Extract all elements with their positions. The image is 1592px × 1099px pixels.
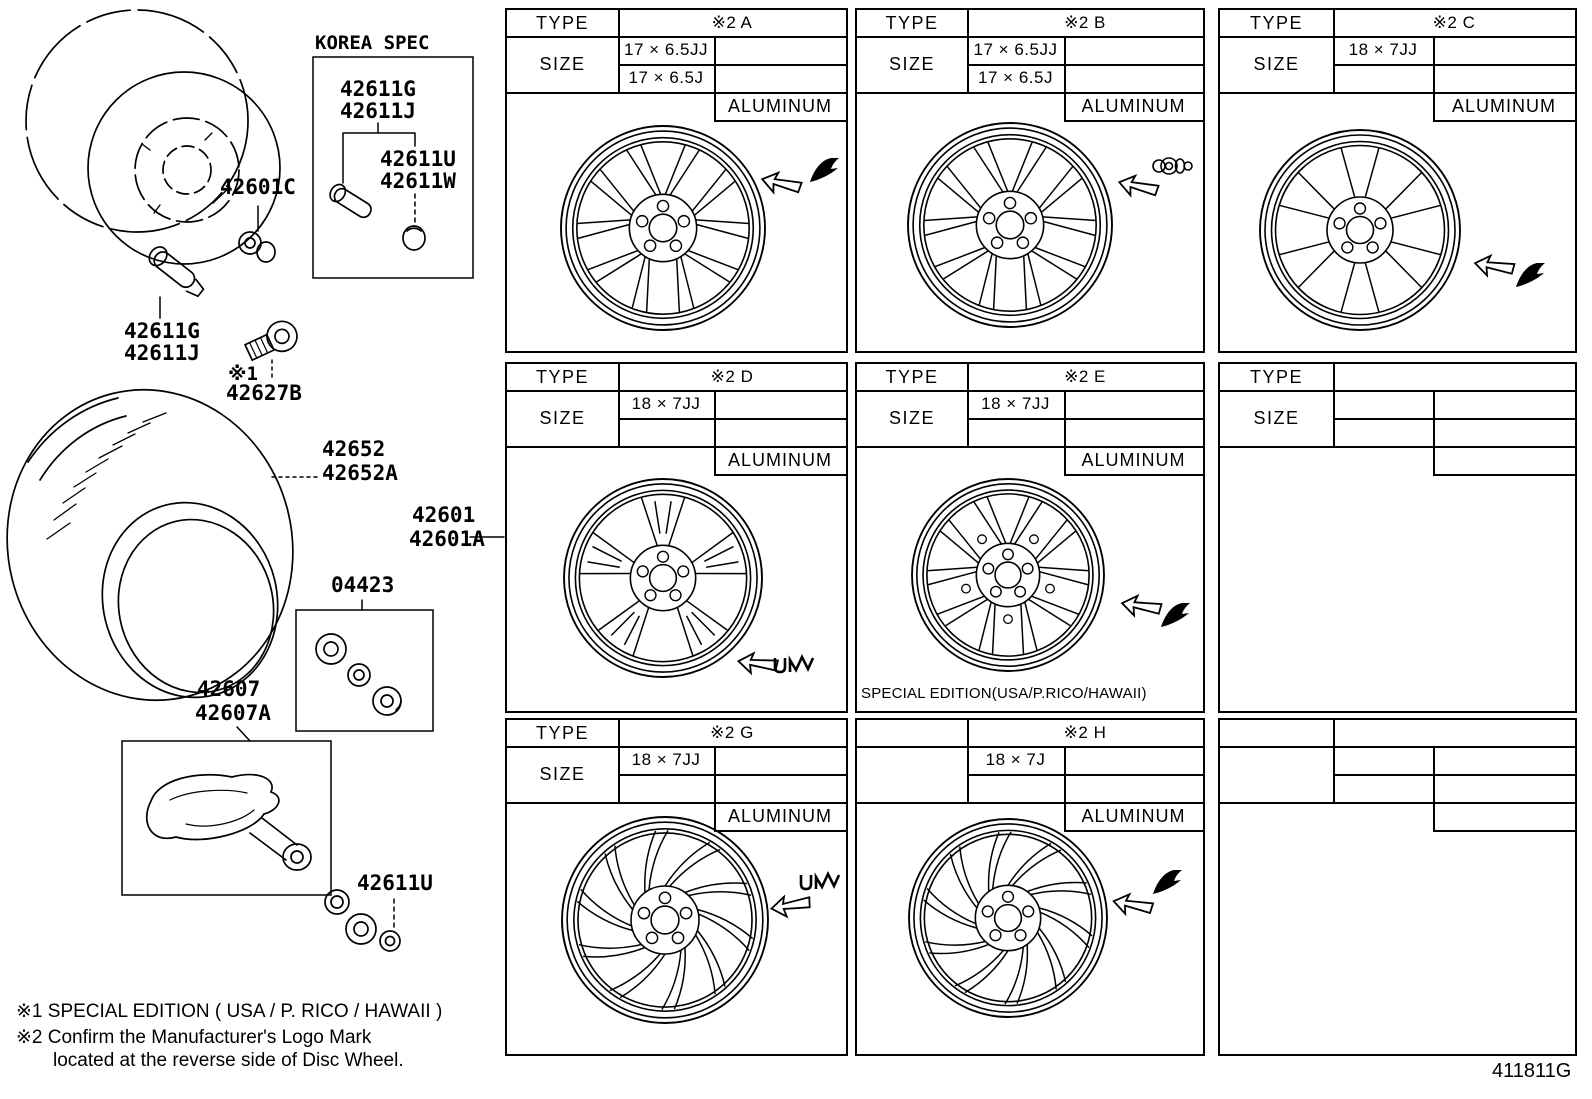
part-label-valve-2: 42611J (124, 341, 200, 365)
spec-block-a (505, 8, 848, 353)
spec-block-e (855, 362, 1205, 713)
spec-block-h (855, 718, 1205, 1056)
part-label-korea-cap-2: 42611W (380, 169, 456, 193)
direction-arrow-icon (737, 651, 778, 676)
type-value: ※2 B (1064, 13, 1106, 32)
material-label: ALUMINUM (1081, 95, 1186, 116)
size-value-1: 17 × 6.5JJ (973, 40, 1058, 59)
size-value-1: 18 × 7J (985, 750, 1046, 769)
part-label-42652: 42652 (322, 437, 386, 461)
type-label: TYPE (535, 12, 589, 33)
type-value: ※2 H (1063, 723, 1107, 742)
type-label (1220, 720, 1333, 746)
size-label (1220, 746, 1333, 802)
size-value-1 (1333, 746, 1433, 774)
tpms-sensor-part (147, 775, 311, 870)
manufacturer-logo-mark-icon (1516, 263, 1545, 287)
size-value-2 (1333, 774, 1433, 802)
hub-bolt-part (242, 316, 302, 365)
part-label-valve-1: 42611G (124, 319, 200, 343)
material-label: ALUMINUM (727, 449, 832, 470)
size-value-1: 18 × 7JJ (631, 394, 701, 413)
size-value-1: 18 × 7JJ (1348, 40, 1418, 59)
tpms-sensor-box (122, 741, 331, 895)
part-label-42611U: 42611U (357, 871, 433, 895)
part-label-42652A: 42652A (322, 461, 398, 485)
um-logo-mark-icon (775, 657, 813, 672)
material-label: ALUMINUM (1451, 95, 1556, 116)
size-value-2 (1333, 418, 1433, 446)
size-value-2: 17 × 6.5J (978, 68, 1053, 87)
type-value: ※2 C (1432, 13, 1476, 32)
size-label: SIZE (888, 53, 935, 74)
part-label-42627B: 42627B (226, 381, 302, 405)
type-value (1333, 364, 1575, 390)
size-label: SIZE (1253, 407, 1300, 428)
part-label-42607: 42607 (197, 677, 261, 701)
part-label-korea-cap-1: 42611U (380, 147, 456, 171)
korea-valve-stem-part (327, 182, 375, 221)
direction-arrow-icon (1473, 253, 1515, 279)
size-value-2 (1333, 64, 1433, 92)
size-value-1: 18 × 7JJ (631, 750, 701, 769)
type-label: TYPE (1249, 366, 1303, 387)
part-label-korea-valve-1: 42611G (340, 77, 416, 101)
spec-block-f (1218, 362, 1577, 713)
part-label-korea-valve-2: 42611J (340, 99, 416, 123)
spec-block-g (505, 718, 848, 1056)
special-edition-note: SPECIAL EDITION(USA/P.RICO/HAWAII) (861, 685, 1147, 702)
type-value: ※2 A (711, 13, 753, 32)
footnote-2-cont: located at the reverse side of Disc Wheel. (53, 1050, 404, 1071)
direction-arrow-icon (1120, 593, 1162, 619)
size-label: SIZE (539, 53, 586, 74)
material-label: ALUMINUM (1081, 449, 1186, 470)
manufacturer-logo-mark-icon (1161, 603, 1190, 627)
size-value-2 (967, 418, 1064, 446)
material-label (1433, 446, 1575, 474)
center-ornament-icon (1153, 158, 1192, 174)
doc-number: 411811G (1492, 1060, 1572, 1082)
um-logo-mark-icon (801, 874, 839, 889)
part-label-42607A: 42607A (195, 701, 271, 725)
type-label: TYPE (535, 722, 589, 743)
direction-arrow-icon (770, 893, 811, 918)
material-label: ALUMINUM (727, 95, 832, 116)
footnote-2: ※2 Confirm the Manufacturer's Logo Mark (16, 1027, 372, 1048)
spec-block-i (1218, 718, 1577, 1056)
spec-block-c (1218, 8, 1577, 353)
direction-arrow-icon (760, 169, 803, 198)
type-value: ※2 D (710, 367, 754, 386)
footnote-1: ※1 SPECIAL EDITION ( USA / P. RICO / HAWAII ) (16, 1001, 443, 1022)
size-label: SIZE (539, 407, 586, 428)
size-value-2 (967, 774, 1064, 802)
direction-arrow-icon (1117, 172, 1160, 201)
size-value-2: 17 × 6.5J (628, 68, 704, 87)
size-value-1 (1333, 390, 1433, 418)
material-label (1433, 802, 1575, 830)
type-label: TYPE (1249, 12, 1303, 33)
tire-illustration (0, 359, 326, 730)
valve-stem-part (146, 243, 209, 298)
manufacturer-logo-mark-icon (810, 158, 839, 182)
spec-block-b (855, 8, 1205, 353)
size-label (857, 746, 967, 802)
type-value: ※2 G (710, 723, 754, 742)
wheel-drum-outline (26, 10, 248, 232)
size-value-1: 17 × 6.5JJ (624, 40, 708, 59)
size-value-1: 18 × 7JJ (981, 394, 1050, 413)
manufacturer-logo-mark-icon (1153, 870, 1182, 894)
type-value (1333, 720, 1575, 746)
korea-spec-title: KOREA SPEC (315, 32, 430, 54)
spec-block-d (505, 362, 848, 713)
material-label: ALUMINUM (1081, 805, 1186, 826)
type-label: TYPE (885, 12, 939, 33)
size-label: SIZE (1253, 53, 1300, 74)
type-label (857, 720, 967, 746)
valve-kit-box (296, 610, 433, 731)
type-label: TYPE (535, 366, 589, 387)
part-label-42601A: 42601A (409, 527, 485, 551)
type-value: ※2 E (1064, 367, 1106, 386)
size-label: SIZE (888, 407, 935, 428)
size-value-2 (618, 418, 714, 446)
material-label: ALUMINUM (727, 805, 832, 826)
type-label: TYPE (885, 366, 939, 387)
footref-1: ※1 (228, 363, 258, 385)
direction-arrow-icon (1112, 891, 1154, 919)
part-label-04423: 04423 (331, 573, 395, 597)
part-label-42601C: 42601C (220, 175, 296, 199)
part-label-42601: 42601 (412, 503, 476, 527)
size-value-2 (618, 774, 714, 802)
korea-valve-cap-part (403, 226, 425, 250)
size-label: SIZE (539, 763, 586, 784)
